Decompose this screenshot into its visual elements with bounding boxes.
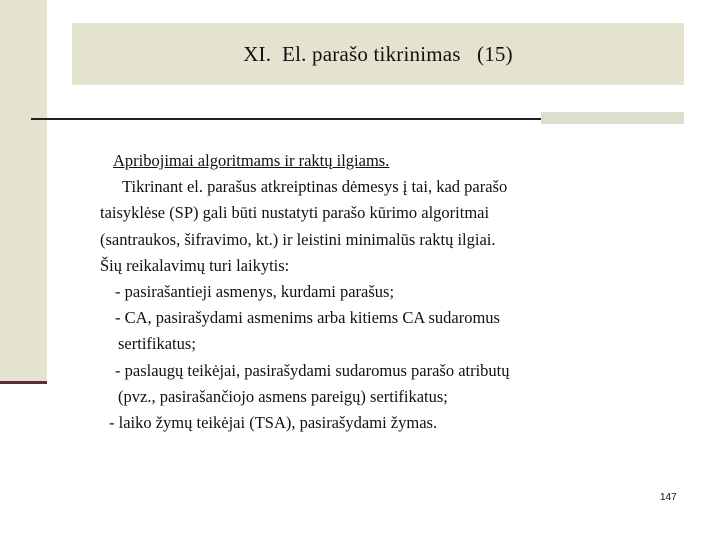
- paragraph-line: taisyklėse (SP) gali būti nustatyti parašo kūrimo algoritmai: [100, 203, 490, 223]
- left-band-rule: [0, 381, 47, 384]
- paragraph-line: (santraukos, šifravimo, kt.) ir leistini minimalūs raktų ilgiai.: [100, 229, 496, 249]
- list-item: - laiko žymų teikėjai (TSA), pasirašydami žymas.: [109, 413, 438, 433]
- page-number: 147: [660, 492, 677, 503]
- body-heading: Apribojimai algoritmams ir raktų ilgiams.: [113, 151, 390, 170]
- paragraph-line: Šių reikalavimų turi laikytis:: [100, 255, 290, 275]
- title-divider-accent: [541, 112, 684, 124]
- list-item: - paslaugų teikėjai, pasirašydami sudaromus parašo atributų: [115, 360, 510, 380]
- title-box: [72, 23, 684, 85]
- slide-title: XI. El. parašo tikrinimas (15): [243, 41, 513, 66]
- left-decorative-band: [0, 0, 47, 381]
- list-item: - pasirašantieji asmenys, kurdami parašus;: [115, 282, 395, 302]
- paragraph-line: Tikrinant el. parašus atkreiptinas dėmesys į tai, kad parašo: [122, 177, 508, 197]
- list-item-continuation: (pvz., pasirašančiojo asmens pareigų) sertifikatus;: [118, 386, 448, 406]
- list-item-continuation: sertifikatus;: [118, 334, 196, 354]
- list-item: - CA, pasirašydami asmenims arba kitiems CA sudaromus: [115, 308, 500, 328]
- slide-body: [100, 148, 600, 436]
- title-divider: [31, 118, 541, 120]
